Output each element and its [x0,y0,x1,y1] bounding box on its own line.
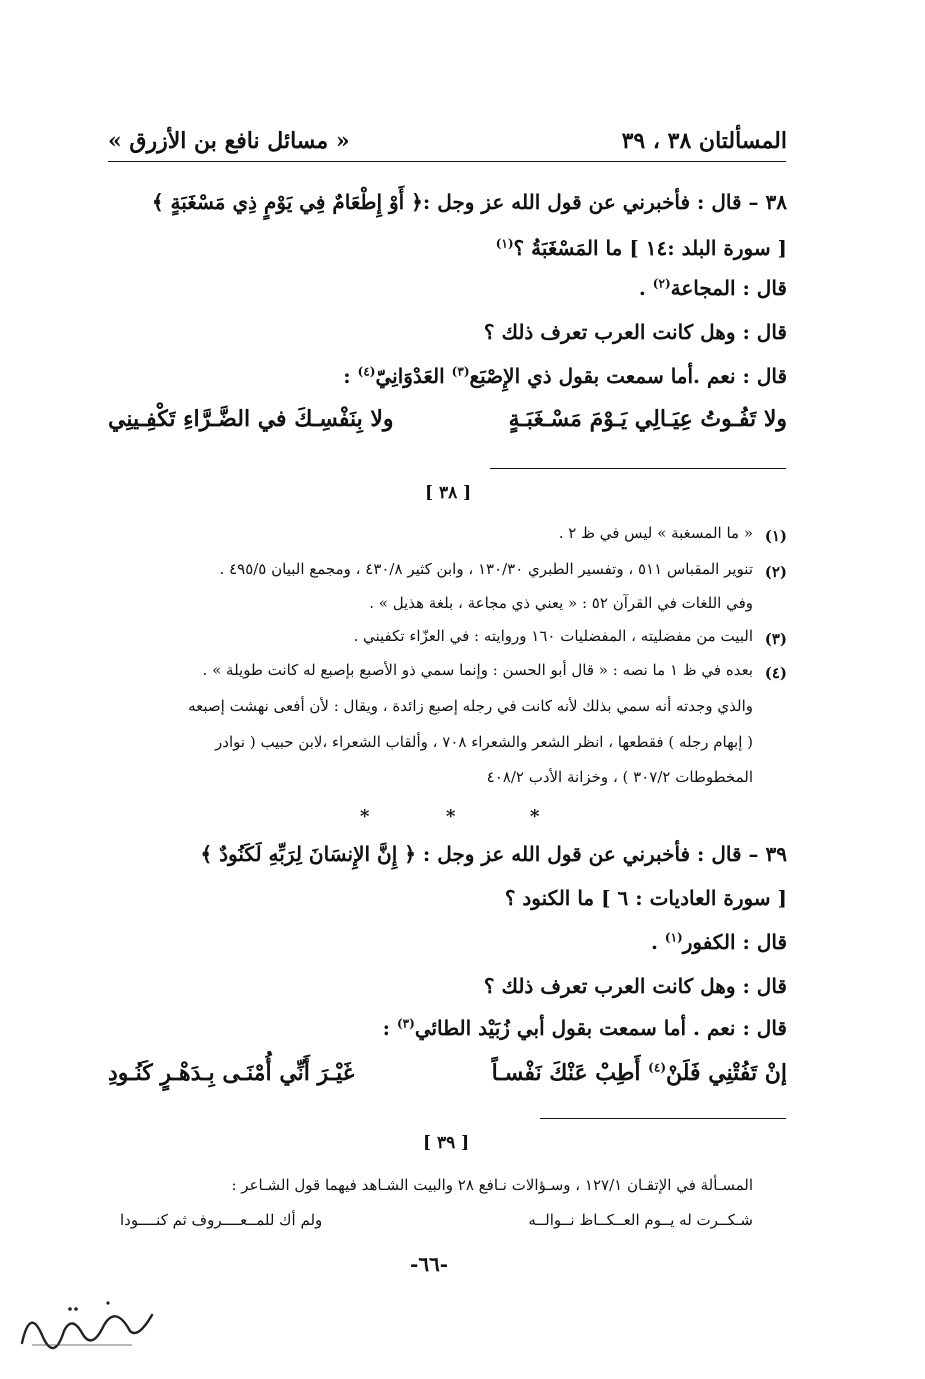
note38-2-line1: تنوير المقباس ٥١١ ، وتفسير الطبري ١٣٠/٣٠ ، وابن كثير ٤٣٠/٨ ، ومجمع البيان ٤٩٥/٥ . [219,560,753,578]
note38-4-line1: بعده في ظ ١ ما نصه : « قال أبو الحسن : وإنما سمي ذو الأصبع بإصبع له كانت طويلة » . [202,661,753,679]
q39-line5 [383,1016,787,1040]
footnote-ref: (١) [495,236,514,251]
q39-line4: قال : وهل كانت العرب تعرف ذلك ؟ [483,974,787,998]
note38-3-num: (٣) [764,630,787,648]
footnote-ref: (٤) [648,1060,666,1075]
q39-line1: ٣٩ – قال : فأخبرني عن قول الله عز وجل : ﴿ إِنَّ الإِنسَانَ لِرَبِّهِ لَكَنُودٌ ﴾ [200,842,787,866]
q39-verse-right-b: أَطِبْ عَنْكَ نَفْسـاً [491,1060,649,1086]
q38-line2-text: [ سورة البلد :١٤ ] ما المَسْغَبَةُ ؟ [513,236,787,260]
q39-line5-text: قال : نعم . أما سمعت بقول أبي زُبَيْد الطائي [414,1016,787,1040]
logo-mark-icon [12,1295,162,1355]
note38-4-line3: ( إبهام رجله ) فقطعها ، انظر الشعر والشعراء ٧٠٨ ، وألقاب الشعراء ،لابن حبيب ( نوادر [215,733,753,751]
footnote-ref: (٤) [357,364,376,379]
q38-verse-hemistich-right: ولا تَفُـوتُ عِيَـالِي يَـوْمَ مَسْـغَبَـةٍ [508,406,787,432]
page-number: -٦٦- [410,1252,449,1276]
note38-4-num: (٤) [764,664,787,682]
running-header-right: المسألتان ٣٨ ، ٣٩ [621,128,787,154]
q38-line4: قال : وهل كانت العرب تعرف ذلك ؟ [483,320,787,344]
footnote-ref: (١) [664,930,683,945]
footnote-ref: (٢) [652,276,671,291]
note38-1-num: (١) [764,527,787,545]
q39-verse-hemistich-right [492,1060,787,1086]
q38-line5c: : [343,364,358,388]
q39-line3-text: قال : الكفور [682,930,787,954]
q39-line2: [ سورة العاديات : ٦ ] ما الكنود ؟ [504,886,787,910]
note38-2-num: (٢) [764,563,787,581]
separator-star: * [530,806,540,827]
running-header-left: « مسائل نافع بن الأزرق » [108,128,350,154]
note39-verse-right: شـكــرت له يــوم العــكــاظ نــوالــه [528,1211,753,1229]
q39-verse-hemistich-left: غَيْـرَ أَنِّي أُمْنَـى بِـدَهْـرٍ كَنُـودِ [108,1060,355,1086]
q38-line2 [496,236,787,260]
footnote-ref: (٣) [396,1016,415,1031]
note38-4-line2: والذي وجدته أنه سمي بذلك لأنه كانت في رجله إصبع زائدة ، ويقال : لأن أفعى نهشت إصبعه [188,697,753,715]
q38-line5b: العَدْوَانِيّ [375,364,452,388]
footnote-label-39: [ ٣٩ ] [423,1133,470,1153]
note38-2-line2: وفي اللغات في القرآن ٥٢ : « يعني ذي مجاعة ، بلغة هذيل » . [369,594,753,612]
footnote-label-38: [ ٣٨ ] [425,483,472,503]
footnote-ref: (٣) [451,364,470,379]
footnote-rule-39 [540,1118,786,1119]
note39-line1: المسـألة في الإتقـان ١٢٧/١ ، وسـؤالات نـافع ٢٨ والبيت الشـاهد فيهما قول الشـاعر : [231,1176,753,1194]
q38-line1: ٣٨ – قال : فأخبرني عن قول الله عز وجل :﴿ أَوْ إِطْعَامٌ فِي يَوْمٍ ذِي مَسْغَبَةٍ ﴾ [151,190,787,214]
q38-line5a: قال : نعم .أما سمعت بقول ذي الإِصْبَع [469,364,787,388]
publisher-logo [12,1295,162,1355]
q38-line3-end: . [638,276,653,300]
note38-3-text: البيت من مفضليته ، المفضليات ١٦٠ وروايته : في العزّاء تكفيني . [353,627,753,645]
q38-verse-hemistich-left: ولا بِنَفْسِـكَ في الضَّـرَّاءِ تَكْفِـينِي [108,406,394,432]
q39-verse-right-a: إنْ تَفُتْنِي فَلَنْ [666,1060,787,1086]
separator-star: * [360,806,370,827]
note38-4-line4: المخطوطات ٣٠٧/٢ ) ، وخزانة الأدب ٤٠٨/٢ [486,768,753,786]
note38-1-text: « ما المسغبة » ليس في ظ ٢ . [558,524,753,542]
separator-star: * [446,806,456,827]
q39-line3-end: . [650,930,665,954]
q39-line3 [651,930,787,954]
q39-line5-end: : [382,1016,397,1040]
q38-line3 [639,276,787,300]
note39-verse-left: ولم أك للمــعــــروف ثم كنــــودا [120,1211,323,1229]
header-rule [108,161,786,162]
footnote-rule-38 [490,468,786,469]
q38-line5 [343,364,787,388]
q38-line3-text: قال : المجاعة [670,276,787,300]
